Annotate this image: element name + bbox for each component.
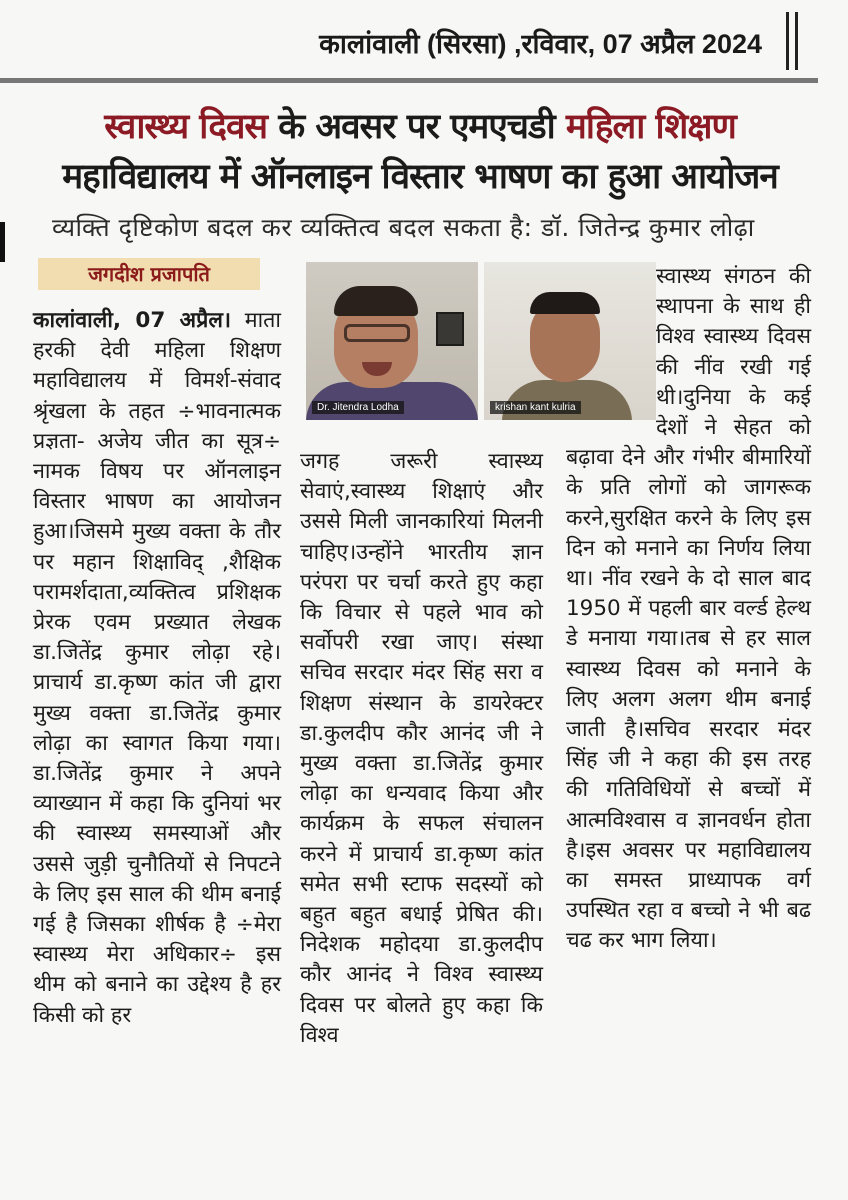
headline-line-1 — [20, 104, 820, 150]
headline-accent: महिला शिक्षण — [565, 107, 736, 147]
article-column-1 — [33, 306, 281, 1031]
speaker-hair — [334, 286, 418, 316]
byline: जगदीश प्रजापति — [38, 258, 260, 290]
dateline: कालांवाली (सिरसा) ,रविवार, 07 अप्रैल 2024 — [319, 29, 762, 59]
headline-line-2: महाविद्यालय में ऑनलाइन विस्तार भाषण का हुआ आयोजन — [62, 157, 778, 197]
picture-frame — [436, 312, 464, 346]
article-column-2: जगह जरूरी स्वास्थ्य सेवाएं,स्वास्थ्य शिक्षाएं और उससे मिली जानकारियां मिलनी चाहिए।उन्होंने भारतीय ज्ञान परंपरा पर चर्चा करते हुए कहा कि विचार से पहले भाव को सर्वोपरी रखा जाए। संस्था सचिव सरदार मंदर सिंह सरा व शिक्षण संस्थान के डायरेक्टर डा.कुलदीप कौर आनंद जी ने मुख्य वक्ता डा.जितेंद्र कुमार लोढ़ा का धन्यवाद किया और कार्यक्रम के सफल संचालन करने में प्राचार्य डा.कृष्ण कांत समेत सभी स्टाफ सदस्यों को बहुत बहुत बधाई प्रेषित की। निदेशक महोदया डा.कुलदीप कौर आनंद ने विश्व स्वास्थ्य दिवस पर बोलते हुए कहा कि विश्व — [300, 449, 543, 1048]
speaker-photo — [306, 262, 478, 420]
column-3-text — [566, 262, 811, 957]
left-edge-mark — [0, 222, 5, 262]
column-3-body: स्वास्थ्य संगठन की स्थापना के साथ ही विश्व स्वास्थ्य दिवस की नींव रखी गई थी।दुनिया के कई देशों ने सेहत को बढ़ावा देने और गंभीर बीमारियों के प्रति लोगों को जागरूक करने,सुरक्षित करने के लिए इस दिन को मनाने का निर्णय लिया था। नींव रखने के दो साल बाद 1950 में पहली बार वर्ल्ड हेल्थ डे मनाया गया।तब से हर साल स्वास्थ्य दिवस को मनाने के लिए अलग अलग थीम बनाई जाती है।सचिव सरदार मंदर सिंह जी ने कहा की इस तरह की गतिविधियों से बच्चों में आत्मविश्वास व ज्ञानवर्धन होता है।इस अवसर पर महाविद्यालय का समस्त प्राध्यापक वर्ग उपस्थित रहा व बच्चो ने भी बढ चढ कर भाग लिया। — [566, 264, 811, 954]
headline-accent: स्वास्थ्य दिवस — [104, 107, 268, 147]
principal-name-tag: krishan kant kulria — [490, 401, 581, 414]
column-divider — [786, 12, 789, 70]
headline-text: के अवसर पर एमएचडी — [267, 107, 566, 147]
header-rule — [0, 78, 818, 83]
column-1-text: माता हरकी देवी महिला शिक्षण महाविद्यालय में विमर्श-संवाद श्रृंखला के तहत ÷भावनात्मक प्रज्ञता- अजेय जीत का सूत्र÷ नामक विषय पर ऑनलाइन विस्तार भाषण का आयोजन हुआ।जिसमे मुख्य वक्ता के तौर पर महान शिक्षाविद् ,शैक्षिक परामर्शदाता,व्यक्तित्व प्रशिक्षक प्रेरक एवम प्रख्यात लेखक डा.जितेंद्र कुमार लोढ़ा रहे। प्राचार्य डा.कृष्ण कांत जी द्वारा मुख्य वक्ता डा.जितेंद्र कुमार लोढ़ा का स्वागत किया गया। डा.जितेंद्र कुमार ने अपने व्याख्यान में कहा कि दुनियां भर की स्वास्थ्य समस्याओं और उससे जुड़ी चुनौतियों से निपटने के लिए इस साल की थीम बनाई गई है जिसका शीर्षक है ÷मेरा स्वास्थ्य मेरा अधिकार÷ इस थीम को बनाने का उद्देश्य है हर किसी को हर — [33, 308, 281, 1028]
dateline-lead: कालांवाली, 07 अप्रैल। — [33, 308, 232, 333]
photo-wrap-space — [566, 262, 656, 442]
subheadline: व्यक्ति दृष्टिकोण बदल कर व्यक्तित्व बदल सकता है: डॉ. जितेन्द्र कुमार लोढ़ा — [52, 213, 755, 242]
column-divider — [795, 12, 798, 70]
speaker-name-tag: Dr. Jitendra Lodha — [312, 401, 404, 414]
page-bottom — [0, 1188, 848, 1200]
article-column-3 — [566, 262, 811, 957]
glasses-icon — [344, 324, 410, 342]
